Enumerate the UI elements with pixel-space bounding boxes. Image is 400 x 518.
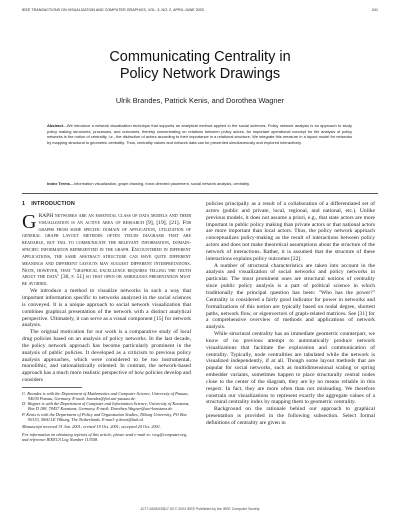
paragraph	[22, 210, 191, 288]
paragraph: A number of structural characteristics are taken into account in the analysis and visualization of social networks and policy networks in particular. The most prominent ones are structural notions of centrality since public policy analysis is a part of political science in which traditionally the principal question has been: "Who has the power?" Centrality is considered a fairly good indicator for power in networks and formalizations of this notion are typically based on nodal degree, shortest paths, network flow, or eigenvectors of graph-related matrices. See [31] for a comprehensive overview of methods and applications of network analysis.	[206, 262, 375, 331]
abstract	[47, 123, 352, 145]
section-number: 1	[22, 201, 26, 207]
authors: Ulrik Brandes, Patrick Kenis, and Dorothea Wagner	[115, 96, 285, 105]
footnote-rule	[22, 387, 82, 388]
paragraph: The original motivation for our work is a comparative study of local drug policies based on an analysis of policy networks. In the last decade, the policy network approach has become particularly prominent in the analysis of public policies. It developed as a criticism to previous policy analysis approaches, which were considered to be too instrumental, monolithic, and rationalistically oriented. In contrast, the network-based approach has a much more realistic perspective of how policies develop and considers	[22, 329, 191, 384]
journal-header: IEEE TRANSACTIONS ON VISUALIZATION AND COMPUTER GRAPHICS, VOL. 9, NO. 2, APRIL-JUNE 2003	[22, 8, 204, 12]
paper-title	[0, 49, 400, 83]
index-terms-label: Index Terms	[47, 181, 70, 186]
title-line-2: Policy Network Drawings	[119, 66, 281, 82]
running-header	[22, 8, 378, 16]
footnotes	[22, 391, 191, 423]
section-title: INTRODUCTION	[31, 201, 75, 207]
paragraph: policies principally as a result of a collaboration of a differentiated set of actors (public and private, local, regional, and national, etc.). Unlike previous models, it does not assume a priori, e.g., that state actors are more important in public policy making than private actors or that national actors are more important than local actors. Thus, the policy network approach conceptualizes policy-making as the result of interactions between policy actors and does not make theoretical assumptions about the structure of the network of interactions. Rather, it is assumed that the structure of these interactions explains policy outcomes [22].	[206, 201, 375, 262]
footnote-item: U. Brandes is with the Department of Mathematics and Computer Science, University of Passau, 94030 Passau, Germany. E-mail: brandes@fmi.uni-passau.de.	[22, 390, 189, 401]
paragraph: Background on the rationale behind our approach to graphical presentation is provided in the following subsection. Select formal definitions of centrality are given in	[206, 406, 375, 426]
left-column	[22, 201, 191, 442]
section-heading	[22, 201, 191, 208]
paragraph: We introduce a method to visualize networks in such a way that important information specific to networks analyzed in the social sciences is conveyed. It is a unique approach to social network visualization that combines graphical presentation of the network with a distinct analytical perspective. Ultimately, it can serve as a visual component [15] for network analysis.	[22, 288, 191, 329]
page-footer: 1077-2626/03/$17.00 © 2003 IEEE Published by the IEEE Computer Society	[140, 507, 260, 511]
paragraph: While structural centrality has an immediate geometric counterpart, we know of no previous attempt to automatically produce network visualizations that facilitate the exploration and communication of centrality. Typically, node centralities are tabulated while the network is visualized independently, if at all. Though some layout methods that are popular for social networks, such as multidimensional scaling or spring embedder variants, sometimes happen to place structurally central nodes close to the center of the diagram, they are by no means reliable in this respect. In fact, they are more often than not misleading. We therefore constrain our visualizations to represent exactly the aggregate values of a structural centrality index by mapping them to geometric centrality.	[206, 331, 375, 406]
page-number: 241	[371, 8, 378, 12]
drop-cap: G	[22, 210, 37, 233]
index-terms-text: —Information visualization, graph drawing, force-directed placement, social network analysis, centrality.	[69, 181, 250, 186]
right-column	[206, 201, 375, 427]
abstract-label: Abstract	[47, 123, 63, 128]
footnote-item: D. Wagner is with the Department of Computer and Information Science, University of Konstanz, Box D 188, 78457 Konstanz, Germany. E-mail: Dorothea.Wagner@uni-konstanz.de.	[22, 401, 190, 412]
abstract-text: —We introduce a network visualization technique that supports an analytical method applied in the social sciences. Policy network analysis is an approach to study policy making structures, processes, and outcomes, thereby concentrating on relations between policy actors. An important operational concept for the analysis of policy networks is the notion of centrality, i.e., the distinction of actors according to their importance in a relational structure. We integrate this measure in a layout model for networks by mapping structural to geometric centrality. Thus, centrality values and network data can be presented simultaneously and explored interactively.	[47, 123, 352, 145]
title-line-1: Communicating Centrality in	[109, 49, 291, 65]
header-rule	[22, 193, 378, 194]
paragraph-text: RAPH networks are an essential class of data models and their visualization is an active area of research [9], [19], [21]. For graphs from some specific domain of application, utilization of general graph layout methods often yields diagrams that are readable, but fail to communicate the relevant information, domain-specific information represented in the graph. Encountered in different applications, the same abstract structure can have quite different meanings and different layouts may suggest different interpretations. Note, however, that "graphical excellence requires telling the truth about the data" [30, p. 51] so that open or ambiguous presentation must be avoided.	[22, 212, 191, 288]
footnote-item: P. Kenis is with the Department of Policy and Organization Studies, Tilburg University, PO Box 90153, 5000 LE Tilburg, The Netherlands. E-mail: p.kenis@kub.nl.	[22, 411, 187, 423]
reprint-note: For information on obtaining reprints of this article, please send e-mail to: tvcg@computer.org, and reference IEEECS Log Number 113558.	[22, 431, 188, 442]
index-terms	[47, 181, 360, 187]
manuscript-note: Manuscript received 31 Jan. 2001; revised 19 Oct. 2001; accepted 24 Oct. 2001.	[22, 424, 162, 430]
